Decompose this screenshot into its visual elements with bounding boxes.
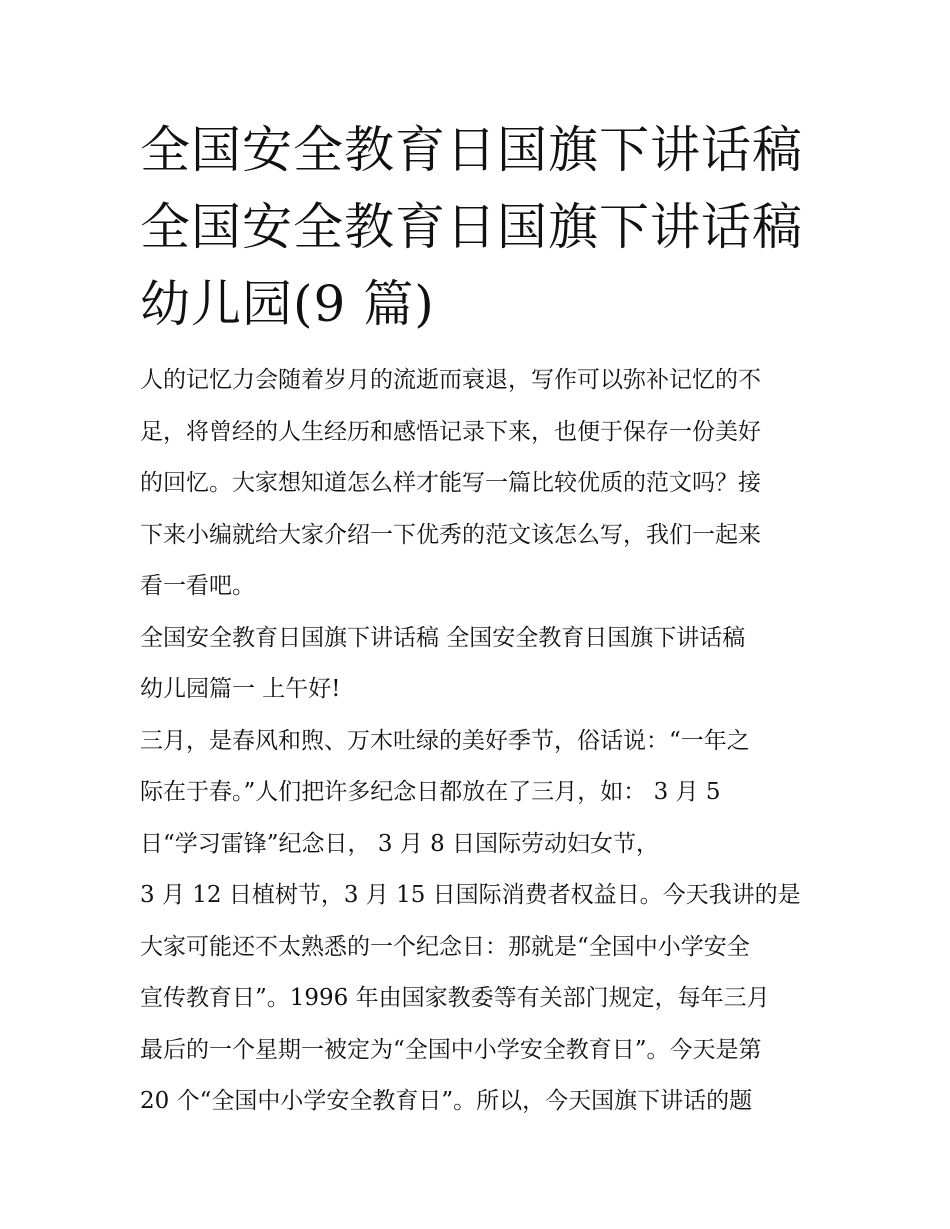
- body-line: 20 个“全国中小学安全教育日”。所以，今天国旗下讲话的题: [140, 1088, 753, 1114]
- title-line: 幼儿园(9 篇): [140, 275, 435, 333]
- body-line: 宣传教育日”。1996 年由国家教委等有关部门规定，每年三月: [140, 985, 770, 1011]
- body-line: 最后的一个星期一被定为“全国中小学安全教育日”。今天是第: [140, 1036, 762, 1063]
- body-line: 的回忆。大家想知道怎么样才能写一篇比较优质的范文吗？接: [140, 470, 761, 496]
- body-line: 际在于春。”人们把许多纪念日都放在了三月，如： 3 月 5: [140, 779, 721, 805]
- body-line: 看一看吧。: [140, 573, 255, 599]
- document-body: [140, 355, 830, 1128]
- body-line: 人的记忆力会随着岁月的流逝而衰退，写作可以弥补记忆的不: [140, 367, 761, 393]
- document-title: [140, 112, 820, 343]
- body-line: 全国安全教育日国旗下讲话稿 全国安全教育日国旗下讲话稿: [140, 624, 746, 651]
- title-line: 全国安全教育日国旗下讲话稿: [140, 198, 803, 256]
- body-line: 3 月 12 日植树节，3 月 15 日国际消费者权益日。今天我讲的是: [140, 882, 801, 908]
- body-line: 三月，是春风和煦、万木吐绿的美好季节，俗话说：“一年之: [140, 727, 750, 754]
- title-line: 全国安全教育日国旗下讲话稿: [140, 121, 803, 179]
- body-line: 足，将曾经的人生经历和感悟记录下来，也便于保存一份美好: [140, 418, 761, 445]
- body-line: 日“学习雷锋”纪念日， 3 月 8 日国际劳动妇女节，: [140, 830, 660, 857]
- body-line: 大家可能还不太熟悉的一个纪念日：那就是“全国中小学安全: [140, 933, 750, 960]
- body-line: 下来小编就给大家介绍一下优秀的范文该怎么写，我们一起来: [140, 521, 761, 548]
- body-line: 幼儿园篇一 上午好!: [140, 676, 341, 702]
